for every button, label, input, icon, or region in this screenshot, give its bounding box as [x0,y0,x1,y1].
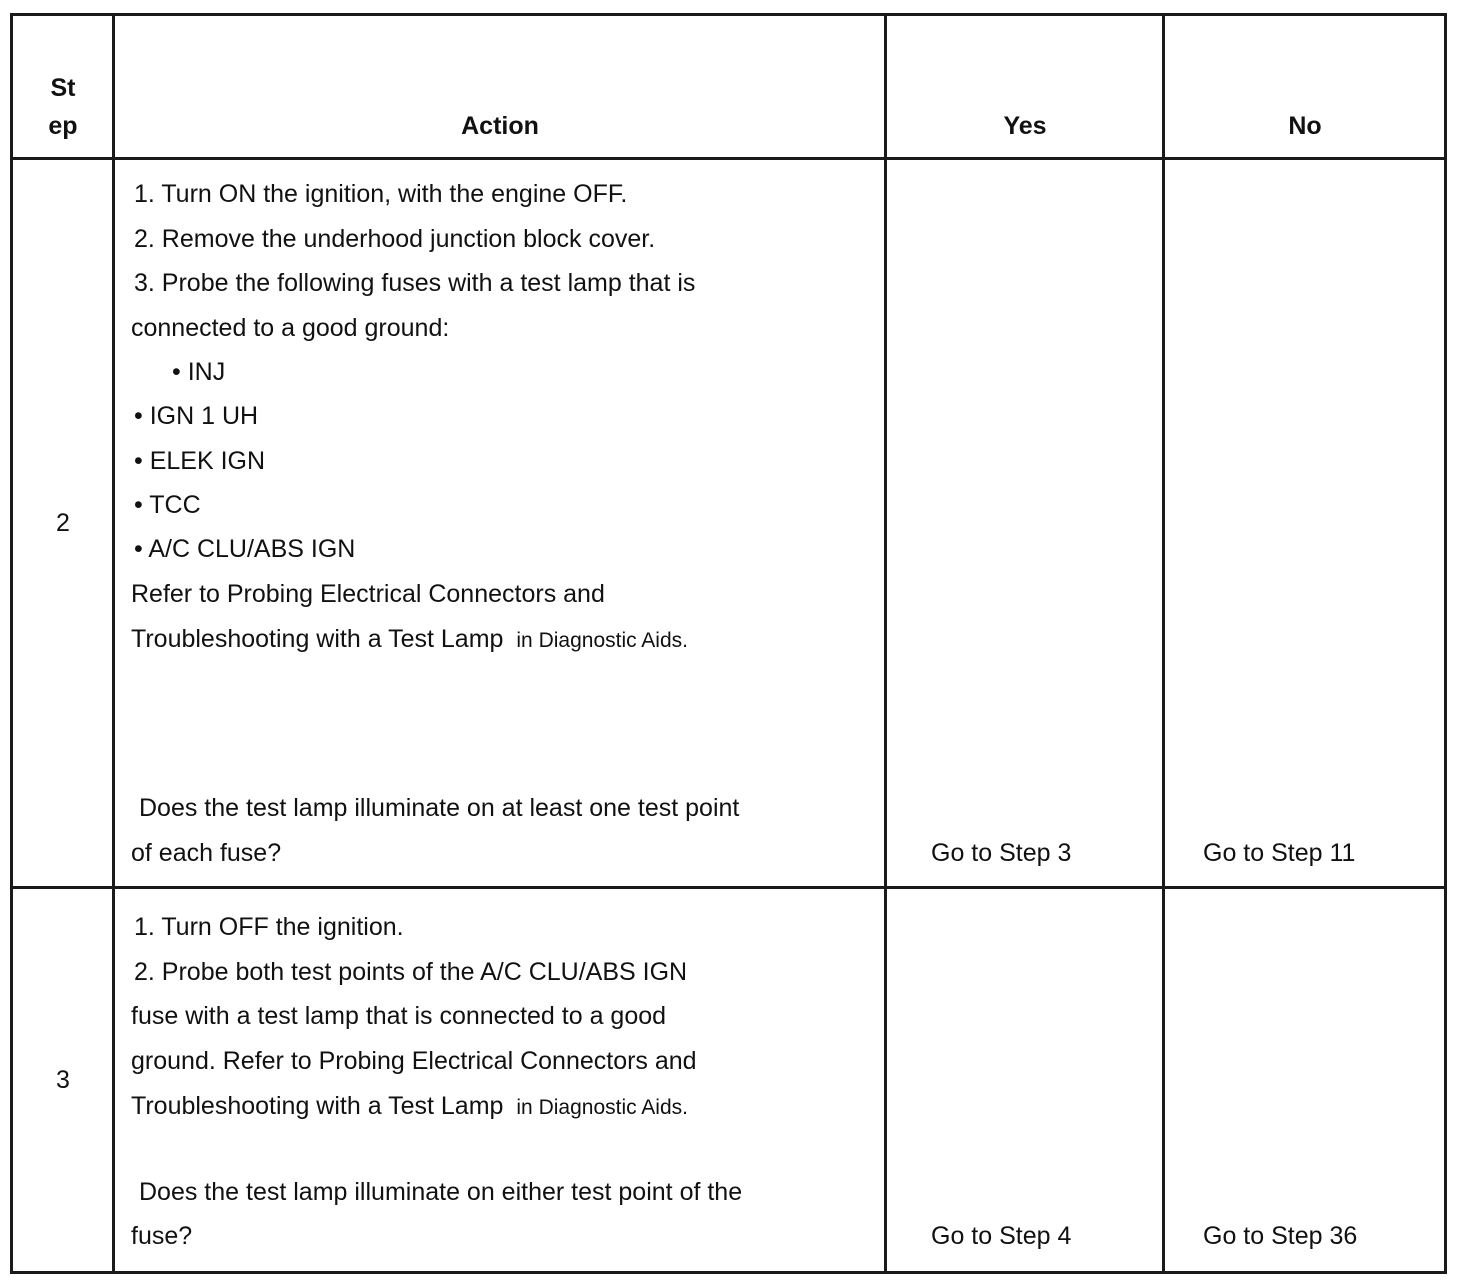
yes-cell: Go to Step 4 [931,1222,1072,1250]
no-cell: Go to Step 36 [1203,1222,1358,1250]
action-line: fuse with a test lamp that is connected to a good [131,1002,667,1030]
header-step-line1: St [50,74,76,102]
column-divider-yes [1162,13,1165,1274]
column-divider-action [884,13,887,1274]
step-number: 3 [56,1066,70,1094]
fuse-list-item: • INJ [172,358,226,386]
question-line: Does the test lamp illuminate on either test point of the [139,1178,743,1206]
header-no: No [1288,112,1322,140]
action-line: 2. Remove the underhood junction block cover. [134,225,656,253]
action-line: ground. Refer to Probing Electrical Connectors and [131,1047,697,1075]
action-line [131,624,688,656]
question-line: fuse? [131,1222,193,1250]
fuse-list-item: • TCC [134,491,201,519]
action-line: Refer to Probing Electrical Connectors and [131,580,605,608]
table-border-right [1444,13,1447,1274]
fuse-list-item: • ELEK IGN [134,447,266,475]
action-line: 3. Probe the following fuses with a test lamp that is [134,269,696,297]
question-line: Does the test lamp illuminate on at least one test point [139,794,740,822]
header-divider [10,157,1447,160]
reference-suffix: in Diagnostic Aids. [516,1096,688,1119]
reference-suffix: in Diagnostic Aids. [516,629,688,652]
header-yes: Yes [1003,112,1047,140]
table-border-top [10,13,1447,16]
action-line: 1. Turn ON the ignition, with the engine OFF. [134,180,628,208]
header-step-line2: ep [48,112,78,140]
step-number: 2 [56,509,70,537]
action-line [131,1091,688,1123]
action-line: 1. Turn OFF the ignition. [134,913,404,941]
reference-link-text: Troubleshooting with a Test Lamp [131,1092,504,1120]
no-cell: Go to Step 11 [1203,839,1356,867]
fuse-list-item: • IGN 1 UH [134,402,259,430]
table-border-bottom [10,1271,1447,1274]
yes-cell: Go to Step 3 [931,839,1072,867]
header-action: Action [461,112,539,140]
question-line: of each fuse? [131,839,282,867]
row-divider [10,886,1447,889]
fuse-list-item: • A/C CLU/ABS IGN [134,535,356,563]
action-line: connected to a good ground: [131,314,450,342]
reference-link-text: Troubleshooting with a Test Lamp [131,625,504,653]
action-line: 2. Probe both test points of the A/C CLU/ABS IGN [134,958,688,986]
